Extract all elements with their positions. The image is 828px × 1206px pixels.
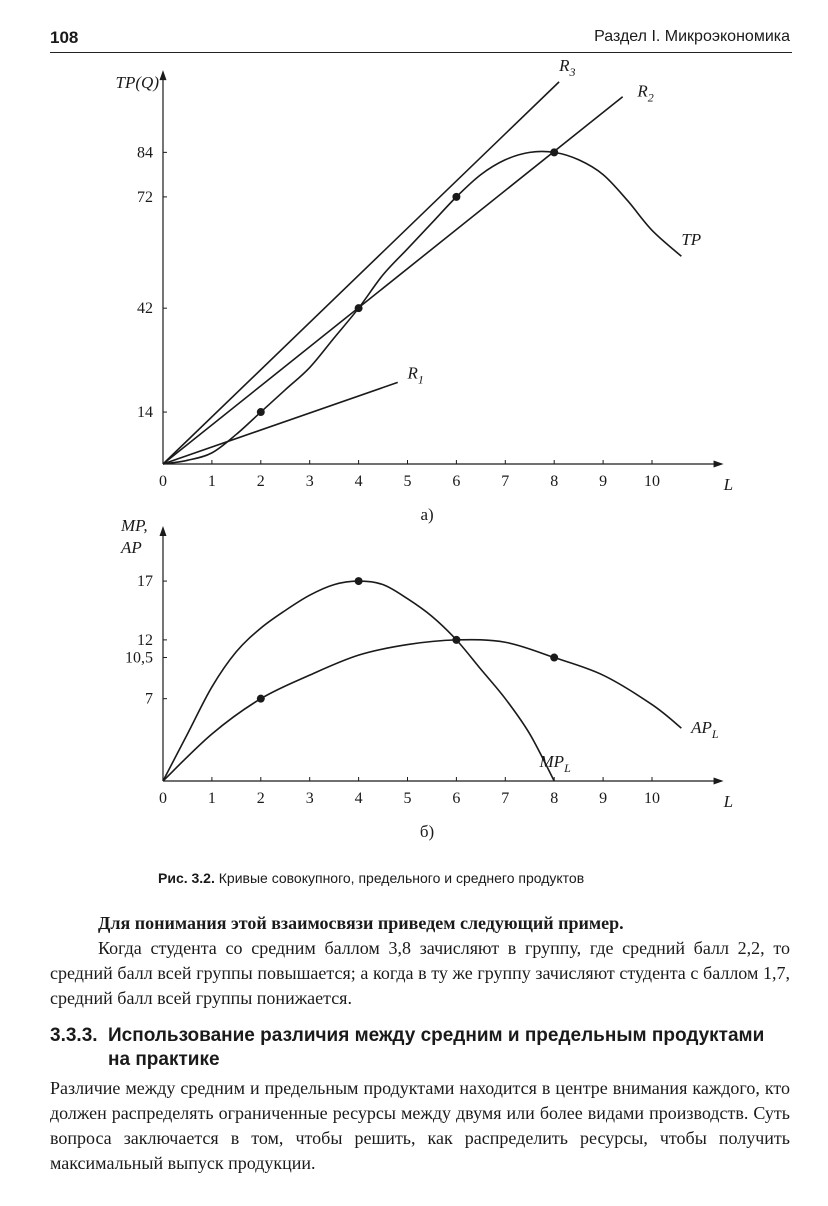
x-tick-label: 2 — [256, 790, 265, 807]
x-tick-label: 3 — [305, 790, 314, 807]
x-tick-label: 1 — [207, 790, 216, 807]
data-point — [452, 636, 460, 644]
y-axis-title: TP(Q) — [115, 73, 159, 93]
series-line-tp — [163, 151, 681, 464]
y-axis-title: AP — [121, 538, 142, 558]
intro-text: Когда студента со средним баллом 3,8 зачисляют в группу, где средний балл 2,2, то средний балл всей группы повышается; а когда в ту же группу зачисляют студента с баллом 1,7, средний балл всей группы понижается. — [50, 938, 790, 1008]
x-tick-label: 7 — [501, 473, 510, 490]
x-axis-title: L — [723, 475, 734, 494]
data-point — [550, 148, 558, 156]
x-tick-label: 8 — [550, 790, 559, 807]
section-heading — [50, 1024, 790, 1072]
y-tick-label: 14 — [137, 404, 153, 422]
intro-lead: Для понимания этой взаимосвязи приведем следующий пример. — [98, 913, 624, 933]
x-tick-label: 1 — [207, 473, 216, 490]
x-tick-label: 4 — [354, 473, 363, 490]
series-line-r3 — [163, 82, 559, 464]
y-axis-arrow — [160, 70, 167, 80]
curve-label: $R_1$ — [407, 363, 424, 387]
y-tick-label: 84 — [137, 144, 153, 162]
y-axis-title: MP, — [121, 516, 148, 536]
x-tick-label: 5 — [403, 473, 412, 490]
figure-caption-label: Рис. 3.2. — [158, 870, 215, 886]
y-tick-label: 72 — [137, 188, 153, 206]
running-head: Раздел I. Микроэкономика — [594, 28, 790, 45]
page-number: 108 — [50, 28, 79, 47]
x-tick-label: 3 — [305, 473, 314, 490]
x-tick-label: 7 — [501, 790, 510, 807]
y-tick-label: 12 — [137, 631, 153, 649]
data-point — [257, 695, 265, 703]
section-title: Использование различия между средним и предельным продуктами на практике — [108, 1025, 765, 1070]
x-axis-arrow — [714, 778, 724, 785]
x-tick-label: 6 — [452, 790, 461, 807]
series-line-ap — [163, 640, 681, 781]
data-point — [355, 577, 363, 585]
x-tick-label: 5 — [403, 790, 412, 807]
page-header — [50, 28, 792, 53]
x-tick-label: 9 — [599, 790, 608, 807]
curve-label: TP — [681, 230, 702, 250]
x-tick-label: 6 — [452, 473, 461, 490]
curve-label: $R_3$ — [559, 55, 576, 79]
panel-label: б) — [419, 822, 435, 841]
curve-label: $AP_L$ — [691, 717, 719, 741]
panel-label: а) — [420, 505, 434, 524]
figure-caption-text: Кривые совокупного, предельного и среднего продуктов — [218, 870, 585, 886]
data-point — [257, 408, 265, 416]
section-number: 3.3.3. — [50, 1025, 98, 1046]
y-tick-label: 7 — [145, 690, 153, 708]
data-point — [452, 193, 460, 201]
x-axis-arrow — [714, 461, 724, 468]
x-tick-label: 2 — [256, 473, 265, 490]
curve-label: $MP_L$ — [539, 751, 571, 775]
x-tick-label: 10 — [644, 790, 660, 807]
final-paragraph: Различие между средним и предельным продуктами находится в центре внимания каждого, кто должен распределять ограниченные ресурсы между двумя или более видами производств. Суть вопроса заключается в том, чтобы решить, как распределить ресурсы, чтобы получить максимальный выпуск продукции. — [50, 1078, 790, 1173]
x-tick-label: 0 — [159, 473, 167, 490]
x-tick-label: 8 — [550, 473, 559, 490]
x-tick-label: 4 — [354, 790, 363, 807]
x-tick-label: 0 — [159, 790, 167, 807]
y-tick-label: 42 — [137, 300, 153, 318]
x-tick-label: 9 — [599, 473, 608, 490]
y-tick-label: 17 — [137, 573, 153, 591]
intro-paragraph — [50, 911, 790, 1011]
figure-caption — [158, 870, 584, 886]
data-point — [550, 654, 558, 662]
x-tick-label: 10 — [644, 473, 660, 490]
x-axis-title: L — [723, 792, 734, 811]
series-line-mp — [163, 581, 554, 781]
y-tick-label: 10,5 — [125, 649, 153, 667]
data-point — [355, 304, 363, 312]
chart-marginal-average-product — [0, 516, 828, 841]
curve-label: $R_2$ — [637, 81, 654, 105]
